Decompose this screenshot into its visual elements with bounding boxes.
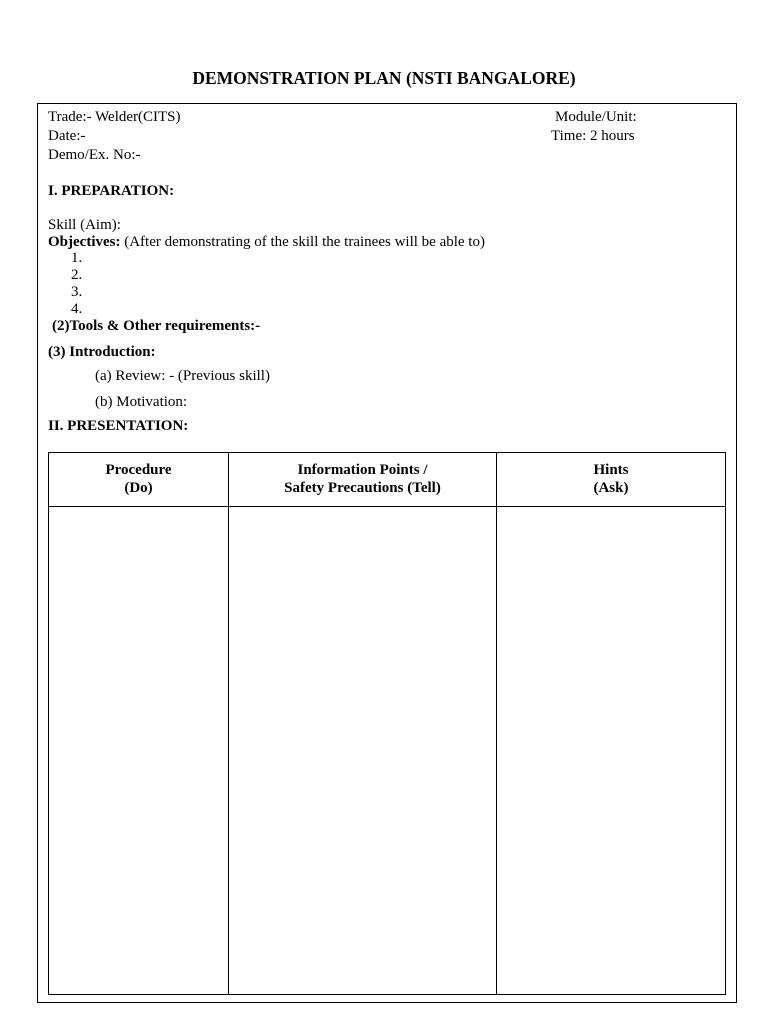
column-header-hints: [497, 453, 726, 507]
column-header-line: Hints: [593, 462, 629, 479]
table-header-row: [49, 453, 726, 507]
motivation-line: (b) Motivation:: [95, 394, 188, 410]
demo-no-field: Demo/Ex. No:-: [48, 147, 141, 163]
objectives-text: (After demonstrating of the skill the trainees will be able to): [120, 234, 485, 250]
objective-item: 3.: [71, 284, 83, 300]
hints-cell[interactable]: [497, 507, 726, 995]
objective-item: 2.: [71, 267, 83, 283]
skill-aim-label: Skill (Aim):: [48, 217, 121, 233]
date-field: Date:-: [48, 128, 86, 144]
review-line: (a) Review: - (Previous skill): [95, 368, 270, 384]
table-body-row: [49, 507, 726, 995]
preparation-heading: I. PREPARATION:: [48, 183, 175, 199]
presentation-heading: II. PRESENTATION:: [48, 418, 189, 434]
objectives-label: Objectives:: [48, 234, 121, 250]
column-header-line: (Do): [124, 479, 153, 496]
objectives-line: [48, 233, 485, 251]
column-header-information: [229, 453, 497, 507]
column-header-procedure: [49, 453, 229, 507]
trade-field: Trade:- Welder(CITS): [48, 109, 181, 125]
column-header-line: Safety Precautions (Tell): [284, 479, 441, 496]
column-header-line: Information Points /: [297, 462, 428, 479]
objective-item: 4.: [71, 301, 83, 317]
module-field: Module/Unit:: [555, 109, 637, 125]
time-field: Time: 2 hours: [551, 128, 635, 144]
objective-item: 1.: [71, 250, 83, 266]
introduction-heading: (3) Introduction:: [48, 344, 156, 360]
column-header-line: Procedure: [105, 462, 172, 479]
procedure-cell[interactable]: [49, 507, 229, 995]
tools-heading: (2)Tools & Other requirements:-: [52, 318, 261, 334]
information-cell[interactable]: [229, 507, 497, 995]
column-header-line: (Ask): [593, 479, 629, 496]
presentation-table: [48, 452, 726, 995]
page-title: DEMONSTRATION PLAN (NSTI BANGALORE): [192, 68, 576, 88]
